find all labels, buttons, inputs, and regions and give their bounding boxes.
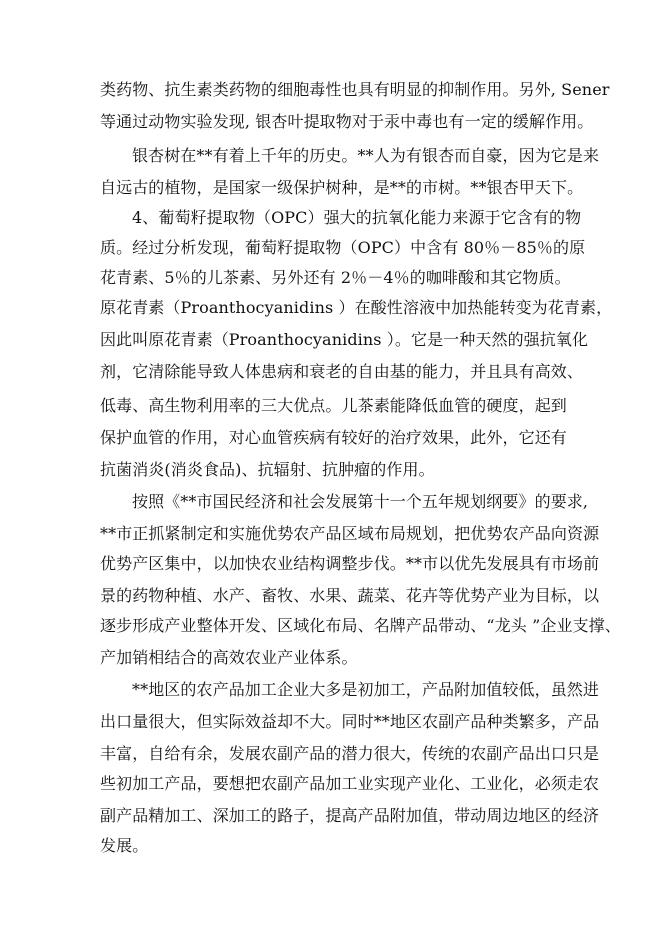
text-line: 按照《**市国民经济和社会发展第十一个五年规划纲要》的要求, — [132, 492, 589, 511]
text-line: 类药物、抗生素类药物的细胞毒性也具有明显的抑制作用。另外, Sener — [100, 80, 610, 99]
text-line: 质。经过分析发现，葡萄籽提取物（OPC）中含有 80％－85％的原 — [100, 238, 586, 257]
text-line: 逐步形成产业整体开发、区域化布局、名牌产品带动、“龙头 ”企业支撑、 — [100, 616, 621, 635]
text-line: 自远古的植物，是国家一级保护树种，是**的市树。**银杏甲天下。 — [100, 178, 584, 197]
text-line: 抗菌消炎(消炎食品)、抗辐射、抗肿瘤的作用。 — [100, 460, 435, 479]
text-line: 花青素、5％的儿茶素、另外还有 2％－4％的咖啡酸和其它物质。 — [100, 268, 571, 287]
text-line: 保护血管的作用，对心血管疾病有较好的治疗效果，此外，它还有 — [100, 428, 567, 447]
text-line: **市正抓紧制定和实施优势农产品区域布局规划，把优势农产品向资源 — [100, 524, 600, 543]
text-line: 丰富，自给有余，发展农副产品的潜力很大，传统的农副产品出口只是 — [100, 744, 600, 763]
text-line: 景的药物种植、水产、畜牧、水果、蔬菜、花卉等优势产业为目标，以 — [100, 586, 600, 605]
text-line: 原花青素（Proanthocyanidins ）在酸性溶液中加热能转变为花青素， — [100, 298, 613, 317]
text-line: 发展。 — [100, 836, 149, 855]
text-line: 产加销相结合的高效农业产业体系。 — [100, 648, 358, 667]
text-line: 剂，它清除能导致人体患病和衰老的自由基的能力，并且具有高效、 — [100, 362, 584, 381]
text-line: 些初加工产品，要想把农副产品加工业实现产业化、工业化，必须走农 — [100, 774, 600, 793]
text-line: 优势产区集中，以加快农业结构调整步伐。**市以优先发展具有市场前 — [100, 554, 600, 573]
text-line: 出口量很大，但实际效益却不大。同时**地区农副产品种类繁多，产品 — [100, 712, 600, 731]
text-line: 副产品精加工、深加工的路子，提高产品附加值，带动周边地区的经济 — [100, 806, 600, 825]
text-line: 4、葡萄籽提取物（OPC）强大的抗氧化能力来源于它含有的物 — [132, 208, 582, 227]
text-line: 因此叫原花青素（Proanthocyanidins ）。它是一种天然的强抗氧化 — [100, 330, 589, 349]
text-line: 低毒、高生物利用率的三大优点。儿茶素能降低血管的硬度，起到 — [100, 396, 567, 415]
text-line: **地区的农产品加工企业大多是初加工，产品附加值较低，虽然进 — [132, 680, 600, 699]
text-line: 银杏树在**有着上千年的历史。**人为有银杏而自豪，因为它是来 — [132, 146, 600, 165]
text-line: 等通过动物实验发现, 银杏叶提取物对于汞中毒也有一定的缓解作用。 — [100, 112, 594, 131]
